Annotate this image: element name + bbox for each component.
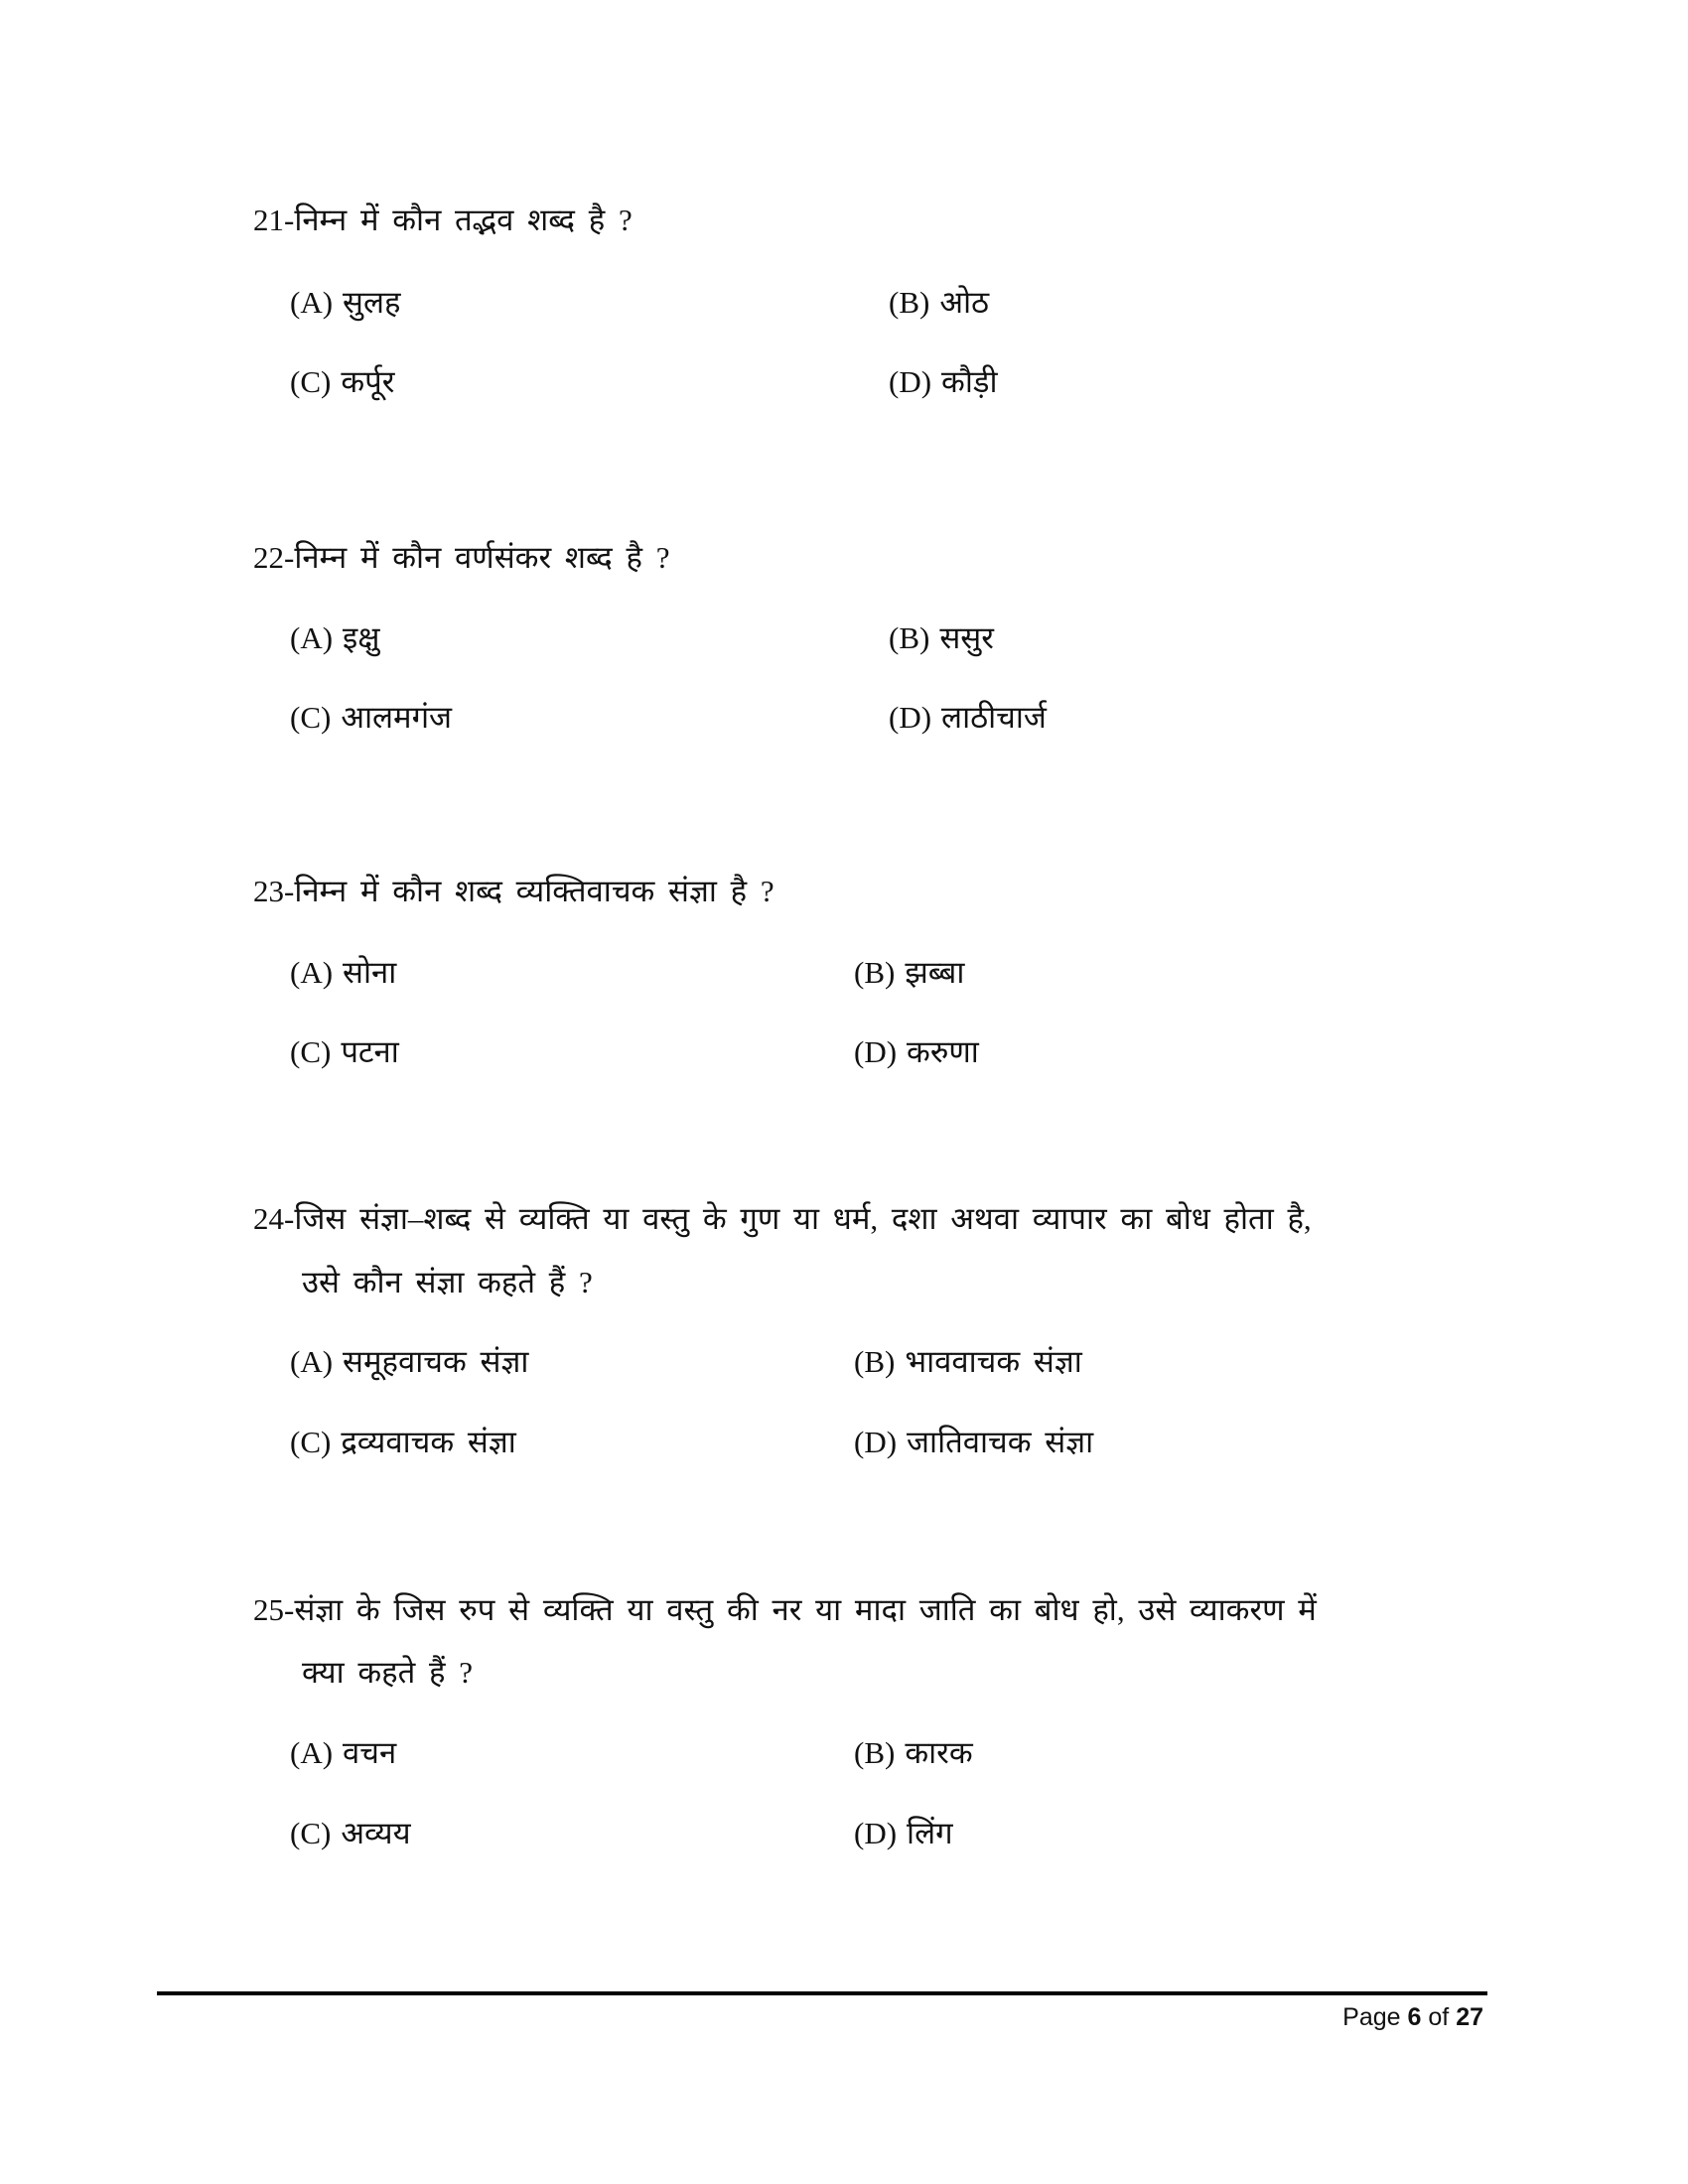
question-text-continued: क्या कहते हैं ? bbox=[302, 1655, 474, 1690]
option-d bbox=[889, 362, 998, 402]
total-pages: 27 bbox=[1456, 2003, 1483, 2031]
option-label: (B) bbox=[889, 285, 930, 320]
option-label: (B) bbox=[854, 1344, 896, 1379]
option-label: (C) bbox=[290, 700, 332, 735]
option-text: कौड़ी bbox=[941, 364, 998, 399]
option-text: ओठ bbox=[939, 285, 990, 320]
option-label: (C) bbox=[290, 1425, 332, 1459]
option-text: इक्षु bbox=[343, 620, 380, 655]
option-text: जातिवाचक संज्ञा bbox=[907, 1425, 1094, 1459]
option-b bbox=[854, 1342, 1082, 1382]
option-label: (B) bbox=[854, 1735, 896, 1770]
option-b bbox=[889, 618, 994, 658]
question-text-continued: उसे कौन संज्ञा कहते हैं ? bbox=[302, 1265, 593, 1299]
option-text: सुलह bbox=[343, 285, 401, 320]
question-number: 21- bbox=[253, 203, 295, 237]
question-text: जिस संज्ञा–शब्द से व्यक्ति या वस्तु के गुण या धर्म, दशा अथवा व्यापार का बोध होता है, bbox=[294, 1201, 1312, 1236]
option-label: (C) bbox=[290, 1816, 332, 1850]
option-a bbox=[290, 283, 400, 323]
option-d bbox=[854, 1032, 979, 1072]
option-label: (A) bbox=[290, 1344, 334, 1379]
question-number: 23- bbox=[253, 874, 295, 908]
option-text: लाठीचार्ज bbox=[941, 700, 1047, 735]
option-label: (B) bbox=[889, 620, 930, 655]
option-label: (B) bbox=[854, 955, 896, 990]
option-text: अव्यय bbox=[341, 1816, 411, 1850]
question-number: 25- bbox=[253, 1592, 295, 1627]
option-d bbox=[889, 698, 1047, 738]
option-d bbox=[854, 1423, 1093, 1462]
option-label: (D) bbox=[854, 1816, 898, 1850]
option-label: (A) bbox=[290, 1735, 334, 1770]
option-text: करुणा bbox=[907, 1034, 979, 1069]
option-label: (D) bbox=[854, 1425, 898, 1459]
option-text: कारक bbox=[905, 1735, 973, 1770]
option-text: ससुर bbox=[939, 620, 994, 655]
option-text: भाववाचक संज्ञा bbox=[905, 1344, 1082, 1379]
question-text: निम्न में कौन शब्द व्यक्तिवाचक संज्ञा है ? bbox=[294, 874, 774, 908]
option-label: (C) bbox=[290, 1034, 332, 1069]
option-d bbox=[854, 1814, 953, 1853]
option-c bbox=[290, 1814, 411, 1853]
option-c bbox=[290, 1423, 516, 1462]
option-label: (D) bbox=[854, 1034, 898, 1069]
option-text: कर्पूर bbox=[341, 364, 395, 399]
option-a bbox=[290, 1733, 396, 1773]
question-24 bbox=[253, 1199, 1312, 1239]
option-c bbox=[290, 362, 394, 402]
option-label: (A) bbox=[290, 620, 334, 655]
page-number bbox=[1342, 2003, 1483, 2032]
option-text: झब्बा bbox=[905, 955, 965, 990]
option-b bbox=[854, 1733, 973, 1773]
question-22 bbox=[253, 538, 669, 578]
option-a bbox=[290, 953, 396, 993]
option-text: लिंग bbox=[907, 1816, 953, 1850]
option-a bbox=[290, 1342, 528, 1382]
question-text: निम्न में कौन तद्भव शब्द है ? bbox=[294, 203, 633, 237]
option-label: (A) bbox=[290, 955, 334, 990]
footer-divider bbox=[157, 1991, 1487, 1995]
question-25 bbox=[253, 1590, 1317, 1630]
option-text: आलमगंज bbox=[341, 700, 453, 735]
question-23 bbox=[253, 872, 774, 911]
question-number: 22- bbox=[253, 540, 295, 575]
option-text: सोना bbox=[343, 955, 397, 990]
question-text: संज्ञा के जिस रुप से व्यक्ति या वस्तु की नर या मादा जाति का बोध हो, उसे व्याकरण में bbox=[294, 1592, 1317, 1627]
of-word: of bbox=[1428, 2003, 1450, 2031]
option-b bbox=[889, 283, 989, 323]
option-text: पटना bbox=[341, 1034, 399, 1069]
page-word: Page bbox=[1342, 2003, 1401, 2031]
question-number: 24- bbox=[253, 1201, 295, 1236]
option-c bbox=[290, 698, 452, 738]
option-label: (D) bbox=[889, 364, 932, 399]
option-text: वचन bbox=[343, 1735, 397, 1770]
option-text: समूहवाचक संज्ञा bbox=[343, 1344, 529, 1379]
option-label: (D) bbox=[889, 700, 932, 735]
option-label: (A) bbox=[290, 285, 334, 320]
option-b bbox=[854, 953, 964, 993]
question-text: निम्न में कौन वर्णसंकर शब्द है ? bbox=[294, 540, 670, 575]
option-c bbox=[290, 1032, 399, 1072]
option-a bbox=[290, 618, 380, 658]
option-text: द्रव्यवाचक संज्ञा bbox=[341, 1425, 516, 1459]
option-label: (C) bbox=[290, 364, 332, 399]
current-page: 6 bbox=[1407, 2003, 1422, 2031]
question-21 bbox=[253, 201, 633, 240]
